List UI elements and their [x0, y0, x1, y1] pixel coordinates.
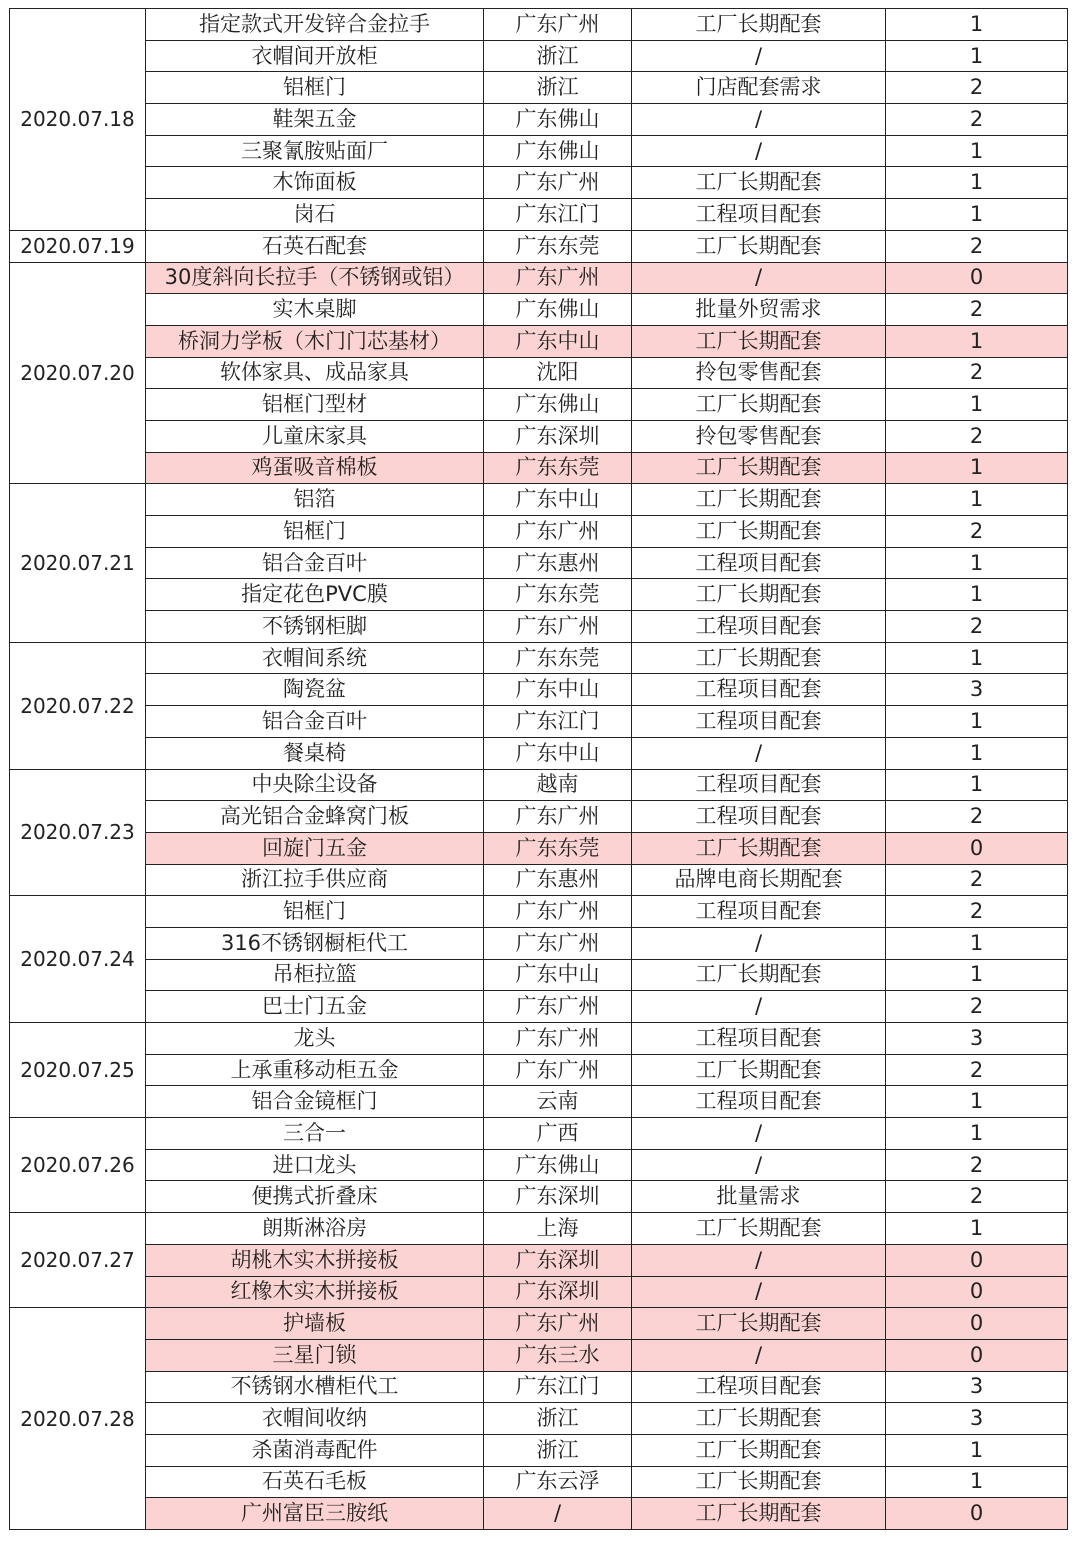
count-cell: 2 — [886, 420, 1068, 452]
item-cell: 石英石配套 — [146, 230, 484, 262]
count-cell: 2 — [886, 801, 1068, 833]
table-row — [10, 452, 1068, 484]
type-cell: / — [632, 1339, 886, 1371]
item-cell: 铝合金百叶 — [146, 706, 484, 738]
region-cell: / — [484, 1498, 632, 1530]
type-cell: / — [632, 927, 886, 959]
region-cell: 广东东莞 — [484, 832, 632, 864]
item-cell: 鸡蛋吸音棉板 — [146, 452, 484, 484]
region-cell: 广东东莞 — [484, 452, 632, 484]
table-row — [10, 927, 1068, 959]
table-row — [10, 896, 1068, 928]
item-cell: 餐桌椅 — [146, 737, 484, 769]
table-row — [10, 991, 1068, 1023]
count-cell: 2 — [886, 864, 1068, 896]
type-cell: 工程项目配套 — [632, 769, 886, 801]
item-cell: 衣帽间系统 — [146, 642, 484, 674]
demand-table — [9, 8, 1068, 1530]
table-row — [10, 1118, 1068, 1150]
count-cell: 2 — [886, 991, 1068, 1023]
type-cell: 批量外贸需求 — [632, 294, 886, 326]
table-row — [10, 1403, 1068, 1435]
date-cell: 2020.07.26 — [10, 1118, 146, 1213]
table-row — [10, 40, 1068, 72]
type-cell: / — [632, 104, 886, 136]
count-cell: 1 — [886, 9, 1068, 41]
table-row — [10, 737, 1068, 769]
region-cell: 广东江门 — [484, 706, 632, 738]
count-cell: 1 — [886, 547, 1068, 579]
type-cell: 工厂长期配套 — [632, 1434, 886, 1466]
item-cell: 浙江拉手供应商 — [146, 864, 484, 896]
region-cell: 广东惠州 — [484, 547, 632, 579]
count-cell: 1 — [886, 40, 1068, 72]
date-cell: 2020.07.23 — [10, 769, 146, 896]
type-cell: 拎包零售配套 — [632, 357, 886, 389]
table-row — [10, 1244, 1068, 1276]
type-cell: 批量需求 — [632, 1181, 886, 1213]
region-cell: 广东广州 — [484, 896, 632, 928]
item-cell: 陶瓷盆 — [146, 674, 484, 706]
item-cell: 儿童床家具 — [146, 420, 484, 452]
type-cell: 工厂长期配套 — [632, 484, 886, 516]
table-row — [10, 1023, 1068, 1055]
count-cell: 2 — [886, 1181, 1068, 1213]
item-cell: 30度斜向长拉手（不锈钢或铝） — [146, 262, 484, 294]
region-cell: 广东江门 — [484, 199, 632, 231]
region-cell: 广东云浮 — [484, 1466, 632, 1498]
type-cell: 工程项目配套 — [632, 1371, 886, 1403]
date-cell: 2020.07.27 — [10, 1213, 146, 1308]
date-cell: 2020.07.18 — [10, 9, 146, 231]
table-row — [10, 516, 1068, 548]
region-cell: 浙江 — [484, 72, 632, 104]
region-cell: 广东广州 — [484, 611, 632, 643]
count-cell: 1 — [886, 706, 1068, 738]
item-cell: 不锈钢水槽柜代工 — [146, 1371, 484, 1403]
count-cell: 2 — [886, 357, 1068, 389]
table-row — [10, 1086, 1068, 1118]
region-cell: 广东东莞 — [484, 230, 632, 262]
region-cell: 广东中山 — [484, 674, 632, 706]
count-cell: 1 — [886, 325, 1068, 357]
region-cell: 浙江 — [484, 1403, 632, 1435]
type-cell: 工程项目配套 — [632, 674, 886, 706]
table-row — [10, 72, 1068, 104]
type-cell: 工厂长期配套 — [632, 642, 886, 674]
table-row — [10, 294, 1068, 326]
type-cell: / — [632, 1149, 886, 1181]
item-cell: 三聚氰胺贴面厂 — [146, 135, 484, 167]
type-cell: 工厂长期配套 — [632, 1498, 886, 1530]
count-cell: 1 — [886, 769, 1068, 801]
type-cell: / — [632, 1276, 886, 1308]
table-row — [10, 167, 1068, 199]
region-cell: 广东广州 — [484, 167, 632, 199]
region-cell: 广东广州 — [484, 1023, 632, 1055]
item-cell: 回旋门五金 — [146, 832, 484, 864]
item-cell: 铝箔 — [146, 484, 484, 516]
date-cell: 2020.07.25 — [10, 1023, 146, 1118]
table-row — [10, 104, 1068, 136]
type-cell: 工厂长期配套 — [632, 1403, 886, 1435]
table-row — [10, 769, 1068, 801]
item-cell: 朗斯淋浴房 — [146, 1213, 484, 1245]
region-cell: 上海 — [484, 1213, 632, 1245]
item-cell: 衣帽间开放柜 — [146, 40, 484, 72]
table-row — [10, 1276, 1068, 1308]
table-row — [10, 1054, 1068, 1086]
type-cell: 工厂长期配套 — [632, 1213, 886, 1245]
region-cell: 广东广州 — [484, 991, 632, 1023]
type-cell: 工厂长期配套 — [632, 959, 886, 991]
count-cell: 2 — [886, 516, 1068, 548]
region-cell: 广东惠州 — [484, 864, 632, 896]
table-row — [10, 611, 1068, 643]
date-cell: 2020.07.21 — [10, 484, 146, 642]
item-cell: 鞋架五金 — [146, 104, 484, 136]
type-cell: / — [632, 40, 886, 72]
item-cell: 铝框门 — [146, 896, 484, 928]
region-cell: 广东佛山 — [484, 1149, 632, 1181]
item-cell: 石英石毛板 — [146, 1466, 484, 1498]
type-cell: 工程项目配套 — [632, 1023, 886, 1055]
date-cell: 2020.07.28 — [10, 1308, 146, 1530]
item-cell: 实木桌脚 — [146, 294, 484, 326]
item-cell: 铝合金镜框门 — [146, 1086, 484, 1118]
item-cell: 指定花色PVC膜 — [146, 579, 484, 611]
item-cell: 胡桃木实木拼接板 — [146, 1244, 484, 1276]
count-cell: 2 — [886, 72, 1068, 104]
type-cell: 工厂长期配套 — [632, 1308, 886, 1340]
item-cell: 进口龙头 — [146, 1149, 484, 1181]
count-cell: 1 — [886, 167, 1068, 199]
count-cell: 1 — [886, 959, 1068, 991]
region-cell: 广东中山 — [484, 325, 632, 357]
type-cell: / — [632, 1244, 886, 1276]
count-cell: 0 — [886, 1276, 1068, 1308]
type-cell: 工程项目配套 — [632, 706, 886, 738]
item-cell: 岗石 — [146, 199, 484, 231]
table-row — [10, 579, 1068, 611]
item-cell: 桥洞力学板（木门门芯基材） — [146, 325, 484, 357]
type-cell: 工厂长期配套 — [632, 230, 886, 262]
type-cell: 工厂长期配套 — [632, 452, 886, 484]
count-cell: 2 — [886, 294, 1068, 326]
region-cell: 广东广州 — [484, 1054, 632, 1086]
type-cell: 工程项目配套 — [632, 896, 886, 928]
region-cell: 广东中山 — [484, 737, 632, 769]
region-cell: 广东广州 — [484, 1308, 632, 1340]
type-cell: 工厂长期配套 — [632, 167, 886, 199]
region-cell: 广东广州 — [484, 927, 632, 959]
count-cell: 1 — [886, 579, 1068, 611]
table-body — [10, 9, 1068, 1530]
count-cell: 2 — [886, 104, 1068, 136]
count-cell: 0 — [886, 1244, 1068, 1276]
type-cell: 门店配套需求 — [632, 72, 886, 104]
region-cell: 广东深圳 — [484, 420, 632, 452]
item-cell: 三星门锁 — [146, 1339, 484, 1371]
table-row — [10, 230, 1068, 262]
item-cell: 不锈钢柜脚 — [146, 611, 484, 643]
table-row — [10, 547, 1068, 579]
count-cell: 2 — [886, 1149, 1068, 1181]
table-row — [10, 135, 1068, 167]
date-cell: 2020.07.22 — [10, 642, 146, 769]
table-row — [10, 262, 1068, 294]
item-cell: 铝框门 — [146, 516, 484, 548]
region-cell: 广东广州 — [484, 262, 632, 294]
table-row — [10, 325, 1068, 357]
type-cell: 工厂长期配套 — [632, 832, 886, 864]
item-cell: 杀菌消毒配件 — [146, 1434, 484, 1466]
type-cell: 工厂长期配套 — [632, 325, 886, 357]
count-cell: 0 — [886, 262, 1068, 294]
table-row — [10, 484, 1068, 516]
item-cell: 龙头 — [146, 1023, 484, 1055]
table-row — [10, 1149, 1068, 1181]
count-cell: 1 — [886, 642, 1068, 674]
count-cell: 1 — [886, 1118, 1068, 1150]
region-cell: 越南 — [484, 769, 632, 801]
region-cell: 浙江 — [484, 40, 632, 72]
region-cell: 广东佛山 — [484, 294, 632, 326]
region-cell: 广东深圳 — [484, 1244, 632, 1276]
date-cell: 2020.07.24 — [10, 896, 146, 1023]
count-cell: 1 — [886, 737, 1068, 769]
type-cell: 工程项目配套 — [632, 1086, 886, 1118]
region-cell: 浙江 — [484, 1434, 632, 1466]
item-cell: 指定款式开发锌合金拉手 — [146, 9, 484, 41]
region-cell: 广东深圳 — [484, 1181, 632, 1213]
count-cell: 3 — [886, 1371, 1068, 1403]
region-cell: 云南 — [484, 1086, 632, 1118]
type-cell: / — [632, 991, 886, 1023]
date-cell: 2020.07.20 — [10, 262, 146, 484]
item-cell: 三合一 — [146, 1118, 484, 1150]
type-cell: / — [632, 262, 886, 294]
item-cell: 吊柜拉篮 — [146, 959, 484, 991]
item-cell: 中央除尘设备 — [146, 769, 484, 801]
table-row — [10, 674, 1068, 706]
table-row — [10, 420, 1068, 452]
table-row — [10, 1498, 1068, 1530]
count-cell: 1 — [886, 1434, 1068, 1466]
table-row — [10, 1308, 1068, 1340]
table-row — [10, 357, 1068, 389]
table-row — [10, 706, 1068, 738]
count-cell: 1 — [886, 389, 1068, 421]
table-row — [10, 199, 1068, 231]
count-cell: 1 — [886, 1466, 1068, 1498]
type-cell: / — [632, 737, 886, 769]
count-cell: 2 — [886, 896, 1068, 928]
item-cell: 巴士门五金 — [146, 991, 484, 1023]
type-cell: 工程项目配套 — [632, 199, 886, 231]
type-cell: 工程项目配套 — [632, 801, 886, 833]
type-cell: 工厂长期配套 — [632, 516, 886, 548]
region-cell: 广东江门 — [484, 1371, 632, 1403]
count-cell: 2 — [886, 230, 1068, 262]
item-cell: 铝框门型材 — [146, 389, 484, 421]
type-cell: 工厂长期配套 — [632, 1054, 886, 1086]
item-cell: 上承重移动柜五金 — [146, 1054, 484, 1086]
region-cell: 广东深圳 — [484, 1276, 632, 1308]
count-cell: 1 — [886, 484, 1068, 516]
region-cell: 广东佛山 — [484, 135, 632, 167]
count-cell: 0 — [886, 1308, 1068, 1340]
count-cell: 2 — [886, 1054, 1068, 1086]
count-cell: 3 — [886, 674, 1068, 706]
region-cell: 沈阳 — [484, 357, 632, 389]
table-row — [10, 832, 1068, 864]
type-cell: 工程项目配套 — [632, 611, 886, 643]
table-row — [10, 1466, 1068, 1498]
region-cell: 广东中山 — [484, 959, 632, 991]
item-cell: 铝合金百叶 — [146, 547, 484, 579]
item-cell: 衣帽间收纳 — [146, 1403, 484, 1435]
table-row — [10, 9, 1068, 41]
count-cell: 3 — [886, 1023, 1068, 1055]
table-row — [10, 1371, 1068, 1403]
count-cell: 1 — [886, 199, 1068, 231]
table-row — [10, 1213, 1068, 1245]
type-cell: 品牌电商长期配套 — [632, 864, 886, 896]
region-cell: 广西 — [484, 1118, 632, 1150]
item-cell: 广州富臣三胺纸 — [146, 1498, 484, 1530]
count-cell: 3 — [886, 1403, 1068, 1435]
item-cell: 木饰面板 — [146, 167, 484, 199]
region-cell: 广东广州 — [484, 516, 632, 548]
item-cell: 护墙板 — [146, 1308, 484, 1340]
region-cell: 广东三水 — [484, 1339, 632, 1371]
count-cell: 1 — [886, 1086, 1068, 1118]
region-cell: 广东中山 — [484, 484, 632, 516]
type-cell: / — [632, 135, 886, 167]
table-row — [10, 801, 1068, 833]
table-row — [10, 1434, 1068, 1466]
count-cell: 1 — [886, 1213, 1068, 1245]
region-cell: 广东东莞 — [484, 642, 632, 674]
type-cell: 工厂长期配套 — [632, 579, 886, 611]
type-cell: 工厂长期配套 — [632, 9, 886, 41]
count-cell: 2 — [886, 611, 1068, 643]
type-cell: / — [632, 1118, 886, 1150]
item-cell: 316不锈钢橱柜代工 — [146, 927, 484, 959]
region-cell: 广东广州 — [484, 9, 632, 41]
count-cell: 1 — [886, 452, 1068, 484]
type-cell: 工厂长期配套 — [632, 1466, 886, 1498]
count-cell: 1 — [886, 135, 1068, 167]
count-cell: 0 — [886, 832, 1068, 864]
region-cell: 广东东莞 — [484, 579, 632, 611]
region-cell: 广东佛山 — [484, 389, 632, 421]
table-row — [10, 1181, 1068, 1213]
count-cell: 0 — [886, 1339, 1068, 1371]
table-row — [10, 642, 1068, 674]
count-cell: 0 — [886, 1498, 1068, 1530]
type-cell: 工厂长期配套 — [632, 389, 886, 421]
region-cell: 广东佛山 — [484, 104, 632, 136]
date-cell: 2020.07.19 — [10, 230, 146, 262]
table-row — [10, 389, 1068, 421]
table-row — [10, 1339, 1068, 1371]
item-cell: 红橡木实木拼接板 — [146, 1276, 484, 1308]
item-cell: 铝框门 — [146, 72, 484, 104]
item-cell: 高光铝合金蜂窝门板 — [146, 801, 484, 833]
item-cell: 便携式折叠床 — [146, 1181, 484, 1213]
table-row — [10, 864, 1068, 896]
table-row — [10, 959, 1068, 991]
item-cell: 软体家具、成品家具 — [146, 357, 484, 389]
count-cell: 1 — [886, 927, 1068, 959]
type-cell: 拎包零售配套 — [632, 420, 886, 452]
region-cell: 广东广州 — [484, 801, 632, 833]
type-cell: 工程项目配套 — [632, 547, 886, 579]
